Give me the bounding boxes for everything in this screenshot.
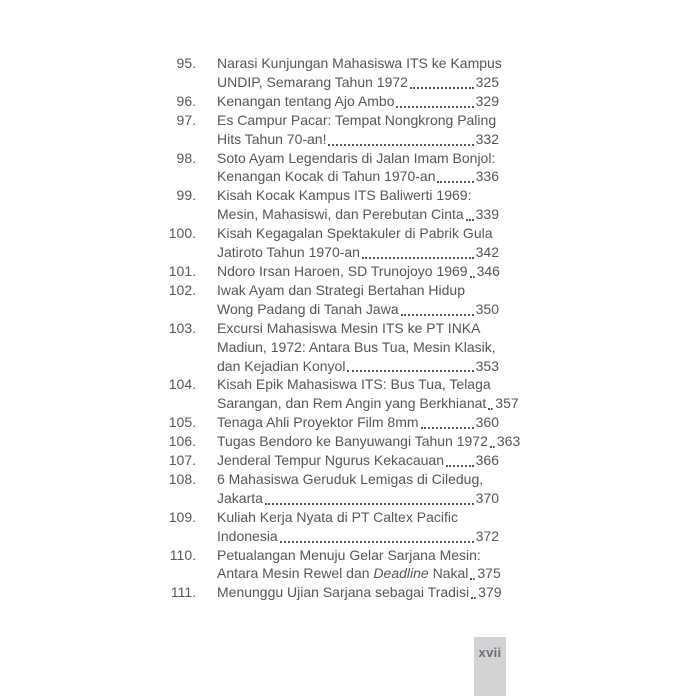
- toc-entry-107: [160, 451, 499, 470]
- toc-entry-last-line: [217, 167, 499, 186]
- toc-entry-body: [196, 186, 499, 224]
- toc-entry-body: [196, 470, 499, 508]
- toc-page-number: 360: [475, 414, 499, 431]
- toc-entry-number: 101.: [168, 262, 196, 279]
- toc-entry-body: [196, 432, 521, 451]
- toc-entry-111: [160, 583, 502, 602]
- dot-leader: [362, 243, 474, 259]
- toc-entry-last-line: [217, 527, 499, 546]
- toc-line-text-post: Nakal: [428, 565, 469, 582]
- toc-entry-last-line: [217, 300, 499, 319]
- dot-leader: [466, 205, 474, 221]
- toc-entry-last-line: [217, 583, 502, 602]
- toc-entry-line-text: Jatiroto Tahun 1970-an: [217, 244, 360, 261]
- toc-page-number: 379: [478, 584, 502, 601]
- toc-entry-last-line: [217, 432, 521, 451]
- toc-page-number: 325: [475, 73, 499, 90]
- toc-entry-95: [160, 54, 502, 92]
- toc-page-number: 332: [475, 130, 499, 147]
- toc-entry-body: [196, 281, 499, 319]
- toc-entry-line: 6 Mahasiswa Geruduk Lemigas di Ciledug,: [217, 470, 484, 487]
- toc-page-number: 370: [475, 489, 499, 506]
- dot-leader: [396, 92, 473, 108]
- toc-entry-body: [196, 111, 499, 149]
- toc-entry-number: 104.: [168, 376, 196, 393]
- toc-entry-number: 95.: [176, 55, 196, 71]
- toc-entry-line-text: Wong Padang di Tanah Jawa: [217, 300, 399, 317]
- toc-entry-line: Kisah Kegagalan Spektakuler di Pabrik Gula: [217, 225, 493, 242]
- toc-entry-last-line: [217, 489, 499, 508]
- dot-leader: [280, 527, 474, 543]
- toc-entry-100: [160, 224, 499, 262]
- toc-page-number: 357: [495, 395, 519, 412]
- dot-leader: [490, 432, 495, 448]
- dot-leader: [488, 394, 493, 410]
- toc-entry-number: 107.: [168, 452, 196, 469]
- toc-entry-line: Petualangan Menuju Gelar Sarjana Mesin:: [217, 546, 481, 563]
- toc-entry-109: [160, 508, 499, 546]
- toc-entry-last-line: [217, 394, 519, 413]
- toc-entry-line: Kisah Epik Mahasiswa ITS: Bus Tua, Telaga: [217, 376, 491, 393]
- toc-entry-number: 103.: [168, 319, 196, 336]
- toc-entry-body: [196, 546, 499, 584]
- dot-leader: [421, 413, 474, 429]
- dot-leader: [265, 489, 474, 505]
- toc-entry-101: [160, 262, 499, 281]
- dot-leader: [410, 73, 474, 89]
- toc-entry-line-text: Ndoro Irsan Haroen, SD Trunojoyo 1969: [217, 262, 468, 279]
- toc-entry-body: [196, 375, 519, 413]
- toc-entry-body: [196, 413, 499, 432]
- toc-entry-line: Es Campur Pacar: Tempat Nongkrong Paling: [217, 111, 497, 128]
- toc-entry-body: [196, 262, 499, 281]
- toc-page-number: 363: [496, 433, 521, 450]
- toc-entry-105: [160, 413, 499, 432]
- toc-entry-number: 109.: [168, 508, 196, 525]
- dot-leader: [446, 451, 474, 467]
- toc-entry-number: 97.: [176, 111, 196, 128]
- toc-entry-number: 102.: [168, 281, 196, 298]
- toc-page-number: 375: [477, 565, 501, 582]
- toc-page-number: 353: [475, 357, 499, 374]
- toc-entry-last-line: [217, 451, 499, 470]
- toc-entry-last-line: [217, 564, 499, 583]
- toc-entry-body: [196, 54, 502, 92]
- dot-leader: [470, 262, 475, 278]
- toc-entry-last-line: [217, 262, 499, 281]
- toc-entry-last-line: [217, 73, 499, 92]
- toc-entry-last-line: [217, 357, 499, 376]
- table-of-contents: [160, 54, 521, 602]
- toc-entry-number: 108.: [168, 470, 196, 487]
- dot-leader: [437, 167, 473, 183]
- toc-entry-line-text: Tenaga Ahli Proyektor Film 8mm: [217, 414, 419, 431]
- dot-leader: [471, 583, 476, 599]
- toc-entry-body: [196, 224, 499, 262]
- dot-leader: [401, 300, 474, 316]
- toc-entry-last-line: [217, 205, 499, 224]
- toc-entry-line: Kuliah Kerja Nyata di PT Caltex Pacific: [217, 508, 458, 525]
- toc-entry-line-text: Jenderal Tempur Ngurus Kekacauan: [217, 452, 444, 469]
- toc-entry-line: Narasi Kunjungan Mahasiswa ITS ke Kampus: [217, 55, 502, 71]
- toc-entry-line: Kisah Kocak Kampus ITS Baliwerti 1969:: [217, 187, 472, 204]
- toc-entry-97: [160, 111, 499, 149]
- toc-entry-line: Iwak Ayam dan Strategi Bertahan Hidup: [217, 281, 466, 298]
- toc-entry-line-text: Tugas Bendoro ke Banyuwangi Tahun 1972: [217, 433, 488, 450]
- folio-page-number: xvii: [478, 645, 502, 660]
- toc-entry-body: [196, 319, 499, 376]
- toc-entry-line: Madiun, 1972: Antara Bus Tua, Mesin Klasik,: [217, 338, 496, 355]
- toc-page-number: 350: [475, 300, 499, 317]
- toc-entry-104: [160, 375, 519, 413]
- toc-entry-number: 100.: [168, 225, 196, 242]
- toc-line-text-italic: Deadline: [373, 565, 429, 582]
- toc-entry-number: 99.: [176, 187, 196, 204]
- toc-entry-line: Soto Ayam Legendaris di Jalan Imam Bonjol:: [217, 149, 496, 166]
- toc-entry-99: [160, 186, 499, 224]
- toc-line-text-pre: Antara Mesin Rewel dan: [217, 565, 374, 582]
- toc-entry-line-text: Mesin, Mahasiswi, dan Perebutan Cinta: [217, 206, 464, 223]
- toc-entry-number: 96.: [176, 92, 196, 109]
- toc-entry-number: 105.: [168, 414, 196, 431]
- toc-page-number: 336: [475, 168, 499, 185]
- toc-entry-body: [196, 149, 499, 187]
- page-number-tab: [474, 637, 506, 696]
- toc-entry-103: [160, 319, 499, 376]
- toc-entry-number: 98.: [176, 149, 196, 166]
- toc-entry-110: [160, 546, 499, 584]
- toc-page-number: 342: [475, 244, 499, 261]
- toc-entry-number: 111.: [170, 584, 196, 601]
- toc-entry-body: [196, 451, 499, 470]
- toc-entry-line-text: Jakarta: [217, 489, 263, 506]
- dot-leader: [470, 564, 475, 580]
- toc-entry-102: [160, 281, 499, 319]
- toc-page-number: 339: [475, 206, 499, 223]
- toc-page-number: 329: [475, 92, 499, 109]
- toc-entry-108: [160, 470, 499, 508]
- toc-entry-number: 106.: [168, 433, 196, 450]
- dot-leader: [328, 130, 473, 146]
- toc-entry-line: Excursi Mahasiswa Mesin ITS ke PT INKA: [217, 319, 481, 336]
- toc-entry-last-line: [217, 413, 499, 432]
- toc-entry-line-text: [217, 564, 468, 583]
- toc-entry-last-line: [217, 130, 499, 149]
- toc-entry-line-text: Sarangan, dan Rem Angin yang Berkhianat: [217, 395, 487, 412]
- toc-entry-line-text: Indonesia: [217, 527, 278, 544]
- toc-entry-body: [196, 508, 499, 546]
- toc-page-number: 366: [475, 452, 499, 469]
- dot-leader: [347, 357, 473, 373]
- toc-entry-line-text: Kenangan tentang Ajo Ambo: [217, 92, 395, 109]
- toc-entry-body: [196, 92, 499, 111]
- toc-entry-number: 110.: [169, 546, 196, 563]
- toc-entry-line-text: dan Kejadian Konyol: [217, 357, 346, 374]
- toc-entry-body: [196, 583, 502, 602]
- toc-page-number: 346: [476, 262, 500, 279]
- toc-entry-96: [160, 92, 499, 111]
- toc-entry-line-text: UNDIP, Semarang Tahun 1972: [217, 73, 408, 90]
- toc-entry-last-line: [217, 92, 499, 111]
- toc-entry-last-line: [217, 243, 499, 262]
- toc-entry-106: [160, 432, 521, 451]
- toc-entry-line-text: Hits Tahun 70-an!: [217, 130, 327, 147]
- toc-entry-line-text: Menunggu Ujian Sarjana sebagai Tradisi: [217, 584, 470, 601]
- toc-entry-line-text: Kenangan Kocak di Tahun 1970-an: [217, 168, 436, 185]
- toc-entry-98: [160, 149, 499, 187]
- toc-page-number: 372: [475, 527, 499, 544]
